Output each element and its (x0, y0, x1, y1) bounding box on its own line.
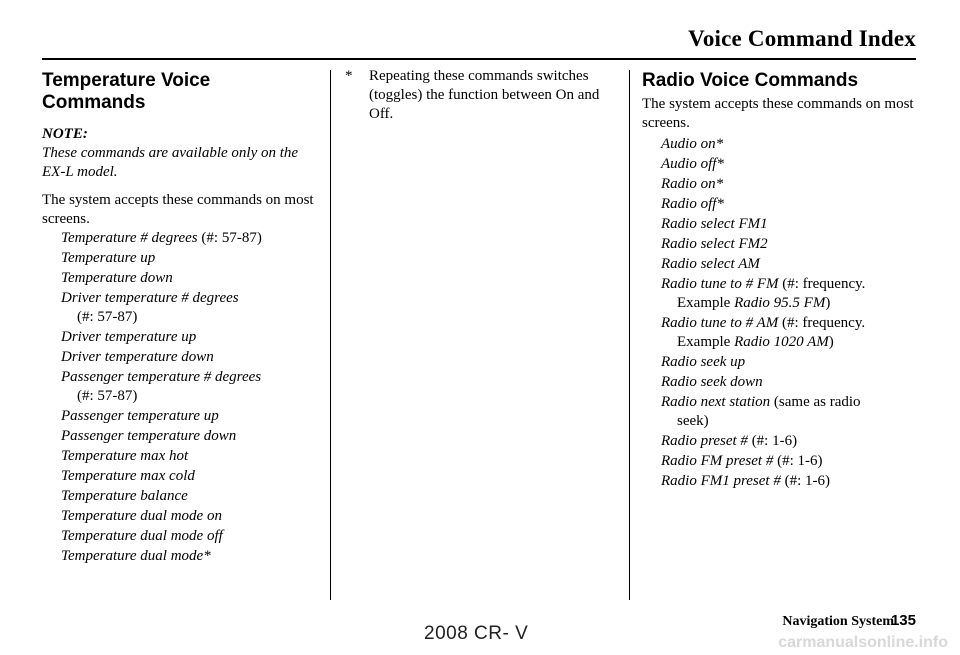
list-item (661, 175, 922, 194)
column-divider-left (330, 70, 331, 600)
command-note: (#: 1-6) (780, 473, 830, 489)
command-text: Temperature balance (61, 488, 188, 504)
command-note: (#: 1-6) (773, 453, 823, 469)
temperature-heading-line2: Commands (42, 92, 146, 113)
list-item (61, 487, 322, 506)
list-item (661, 472, 922, 491)
command-text: Radio preset # (661, 433, 748, 449)
temperature-intro: The system accepts these commands on most screens. (42, 192, 314, 227)
command-text: Radio tune to # AM (661, 315, 779, 331)
continuation-example: Radio 1020 AM (734, 334, 829, 350)
list-item (61, 507, 322, 526)
command-text: Radio next station (661, 394, 771, 410)
footnote-section (345, 67, 615, 124)
temperature-heading (42, 70, 322, 114)
command-note: (#: frequency. (778, 315, 866, 331)
command-text: Radio FM1 preset # (661, 473, 781, 489)
header-rule (42, 58, 916, 60)
command-continuation (77, 387, 322, 406)
radio-intro: The system accepts these commands on most screens. (642, 96, 914, 131)
continuation-text: (#: 57-87) (77, 388, 138, 404)
temperature-command-list (42, 229, 322, 566)
temperature-heading-line1: Temperature Voice (42, 70, 211, 91)
temperature-section (42, 67, 322, 567)
list-item (661, 275, 922, 313)
continuation-end: ) (825, 295, 831, 311)
command-note: (#: 1-6) (747, 433, 798, 449)
list-item (61, 547, 322, 566)
continuation-text: Example (677, 295, 735, 311)
command-text: Passenger temperature down (61, 428, 237, 444)
radio-heading: Radio Voice Commands (642, 70, 859, 91)
command-text: Temperature up (61, 250, 156, 266)
footer-section-label: Navigation System (782, 614, 894, 629)
note-label: NOTE: (42, 126, 88, 142)
list-item (61, 368, 322, 406)
command-text: Temperature down (61, 270, 173, 286)
radio-section (642, 67, 922, 492)
command-text: Radio FM preset # (661, 453, 774, 469)
command-note: (same as radio (770, 394, 861, 410)
continuation-example: Radio 95.5 FM (734, 295, 826, 311)
command-text: Driver temperature # degrees (61, 290, 239, 306)
command-text: Temperature dual mode on (61, 508, 222, 524)
list-item (661, 373, 922, 392)
command-text: Temperature max hot (61, 448, 189, 464)
command-continuation (77, 308, 322, 327)
list-item (661, 432, 922, 451)
footnote-line1: Repeating these commands switches (369, 68, 589, 84)
command-text: Temperature dual mode off (61, 528, 223, 544)
list-item (61, 447, 322, 466)
list-item (661, 452, 922, 471)
list-item (61, 328, 322, 347)
command-text: Radio on* (661, 176, 724, 192)
list-item (661, 393, 922, 431)
page-number: 135 (890, 612, 916, 629)
list-item (61, 249, 322, 268)
command-text: Radio select AM (661, 256, 760, 272)
command-text: Radio seek down (661, 374, 763, 390)
list-item (661, 235, 922, 254)
model-stamp: 2008 CR- V (424, 623, 529, 644)
command-text: Temperature dual mode* (61, 548, 211, 564)
command-text: Passenger temperature up (61, 408, 219, 424)
command-text: Radio select FM2 (661, 236, 768, 252)
column-divider-right (629, 70, 630, 600)
list-item (61, 348, 322, 367)
continuation-end: ) (828, 334, 834, 350)
list-item (61, 269, 322, 288)
command-text: Passenger temperature # degrees (61, 369, 262, 385)
command-text: Radio tune to # FM (661, 276, 779, 292)
list-item (661, 155, 922, 174)
command-note: (#: 57-87) (197, 230, 262, 246)
command-continuation (677, 294, 922, 313)
list-item (661, 314, 922, 352)
list-item (661, 255, 922, 274)
continuation-text: seek) (677, 413, 709, 429)
page-title: Voice Command Index (688, 26, 916, 51)
command-text: Temperature max cold (61, 468, 195, 484)
command-note: (#: frequency. (778, 276, 866, 292)
command-continuation (677, 412, 922, 431)
list-item (61, 427, 322, 446)
command-text: Driver temperature down (61, 349, 214, 365)
list-item (61, 407, 322, 426)
list-item (661, 135, 922, 154)
command-text: Radio seek up (661, 354, 746, 370)
watermark: carmanualsonline.info (778, 634, 948, 651)
list-item (61, 229, 322, 248)
list-item (61, 467, 322, 486)
command-text: Driver temperature up (61, 329, 197, 345)
command-text: Radio off* (661, 196, 724, 212)
footnote-rest: (toggles) the function between On and Off. (369, 87, 600, 122)
list-item (661, 353, 922, 372)
continuation-text: Example (677, 334, 735, 350)
command-text: Radio select FM1 (661, 216, 768, 232)
command-text: Audio off* (661, 156, 724, 172)
footnote-asterisk: * (345, 68, 353, 84)
list-item (661, 215, 922, 234)
command-continuation (677, 333, 922, 352)
radio-command-list (642, 135, 922, 491)
command-text: Audio on* (661, 136, 724, 152)
list-item (661, 195, 922, 214)
footnote (345, 67, 615, 124)
continuation-text: (#: 57-87) (77, 309, 138, 325)
note-text: These commands are available only on the EX-L model. (42, 145, 299, 180)
list-item (61, 527, 322, 546)
list-item (61, 289, 322, 327)
command-text: Temperature # degrees (61, 230, 198, 246)
